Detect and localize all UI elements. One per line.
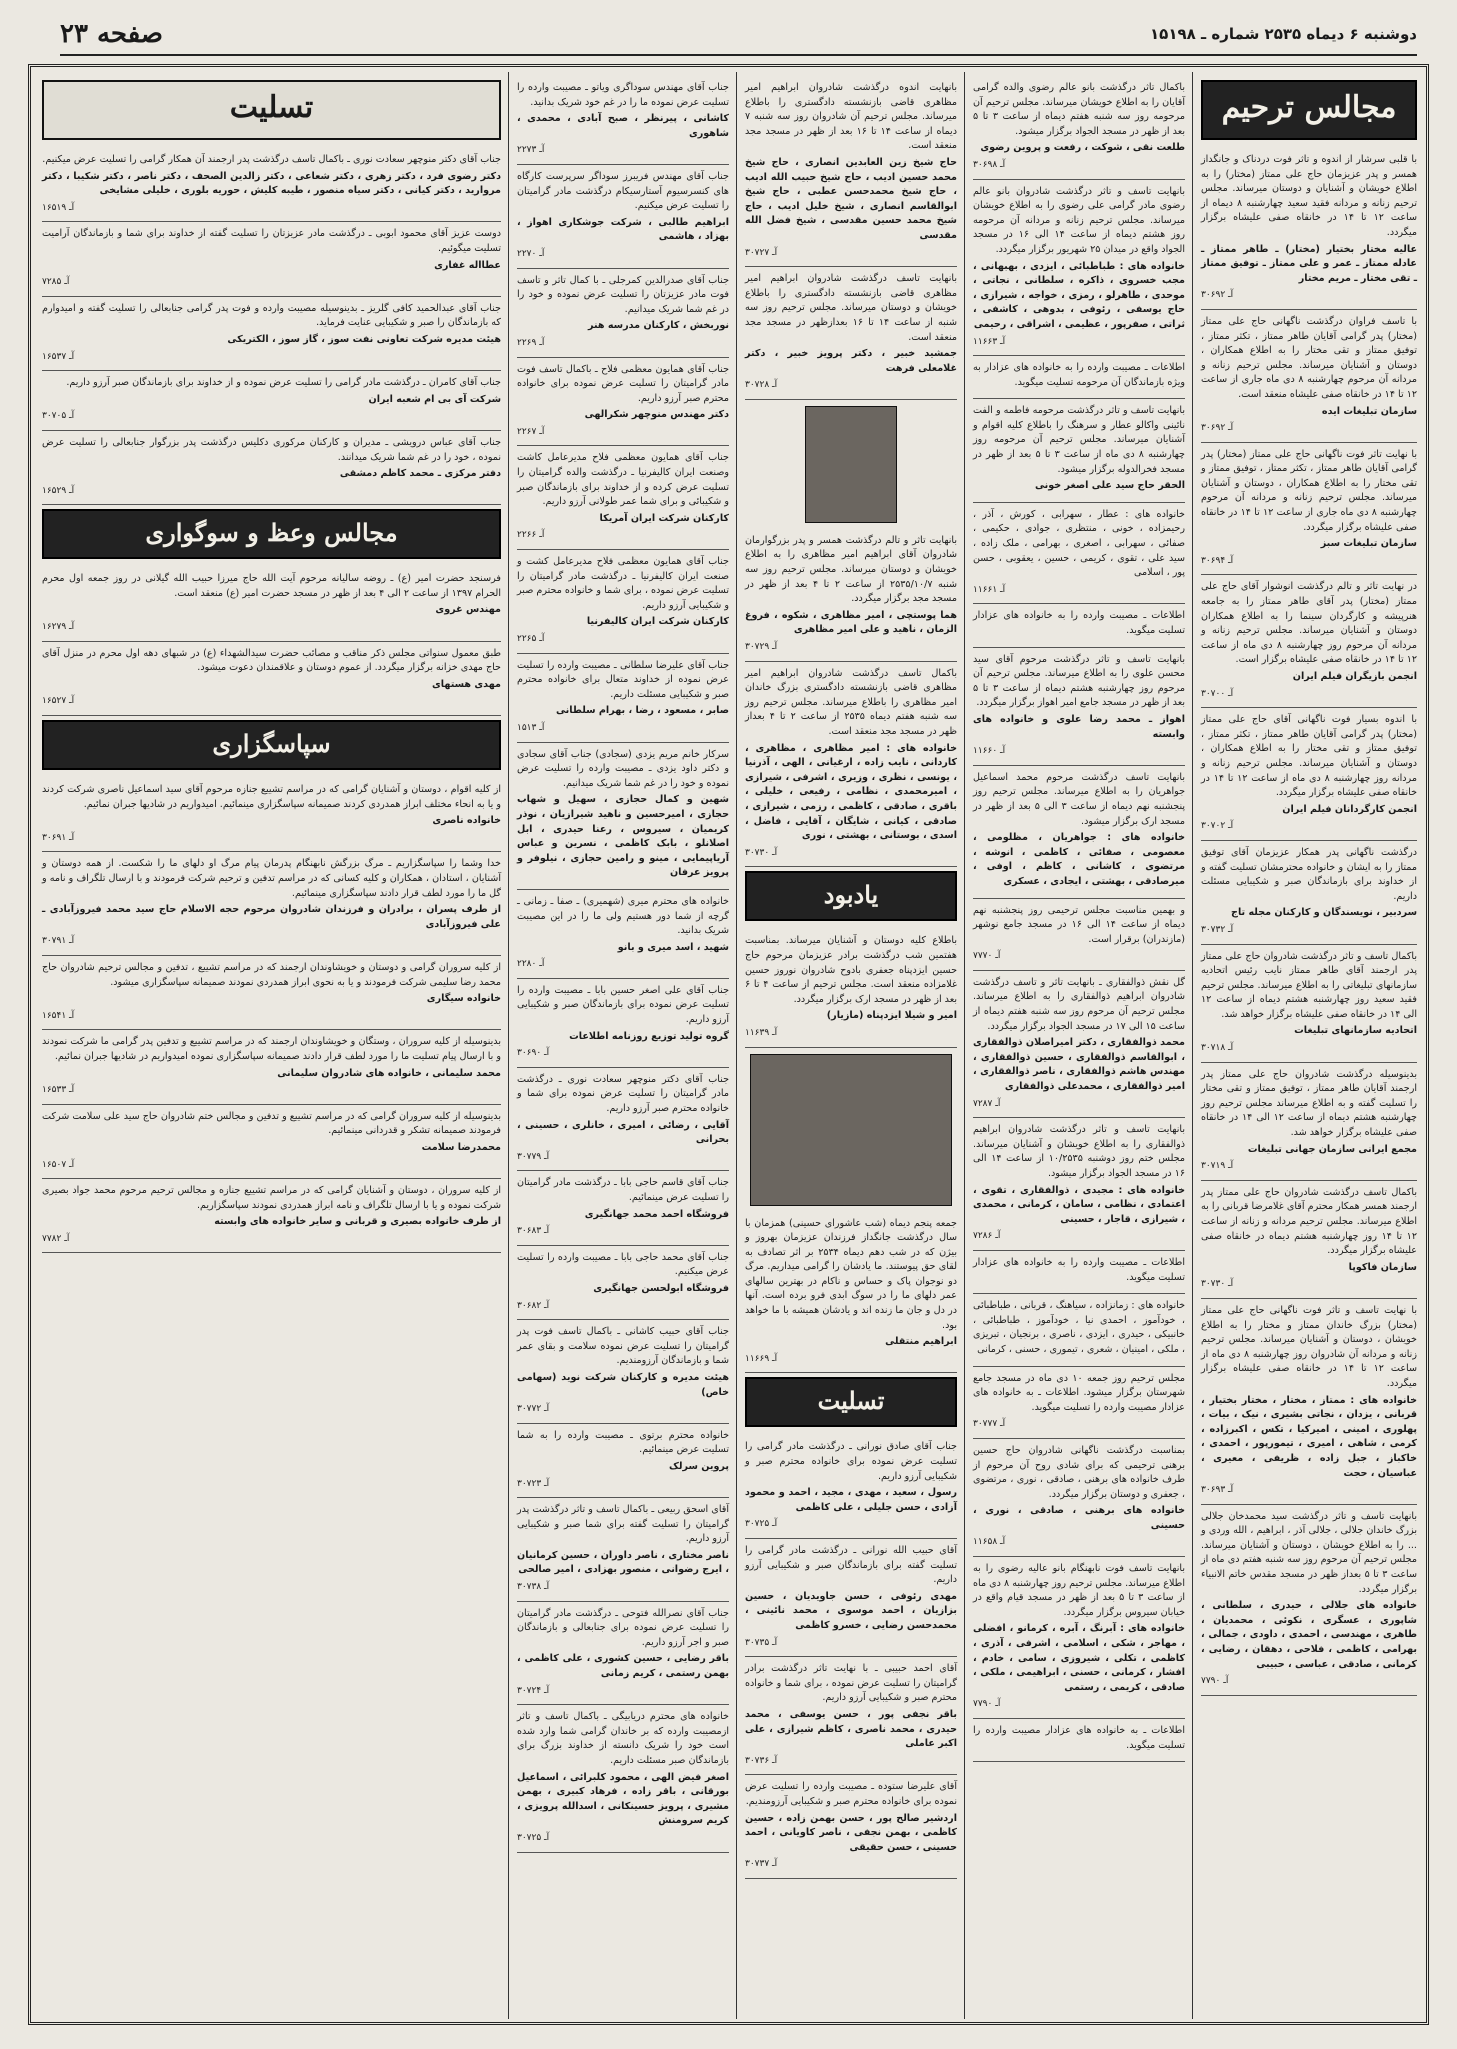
notice-item [517, 165, 729, 269]
notice-signature: کارکنان شرکت ایران آمریکا [599, 512, 729, 524]
notice-item [1201, 841, 1417, 945]
notice-text: جناب آقای عباس درویشی ـ مدیران و کارکنان مرکوری دکلیس درگذشت پدر بزرگوار جنابعالی را تسلیت عرض نموده ، خود را در غم شما شریک میدانند. [42, 436, 501, 463]
notice-text: خانواده های محترم دریابیگی ـ باکمال تاسف و تاثر ازمصیبت وارده که بر خاندان گرامی شما وارد شده است خود را شریک دانسته از خداوند بزرگ برای بازماندگان صبر مسئلت داریم. [517, 1711, 729, 1766]
notice-code: آـ ۳۰۷۷۷ [973, 1419, 1006, 1430]
notice-code: آـ ۱۱۶۵۸ [973, 1537, 1006, 1548]
notice-item [517, 1246, 729, 1320]
notice-signature: پروین سرلک [669, 1460, 729, 1472]
notice-item [517, 1320, 729, 1424]
notice-code: آـ ۳۰۷۱۹ [1201, 1161, 1234, 1172]
notice-signature: دکتر مهندس منوچهر شکرالهی [584, 409, 729, 421]
notice-code: آـ ۳۰۷۰۵ [42, 411, 75, 422]
notice-item [1201, 443, 1417, 576]
notice-signature: دکتر رضوی فرد ، دکتر زهری ، دکتر شعاعی ، دکتر زالدین الصحف ، دکتر ناصر ، دکتر شکیبا ، دکتر مرواريد ، دکتر کیانی ، دکتر سیاه منصور ، طیبه کلیش ، حوریه بلوری ، خلیلی مشایخی [42, 170, 501, 197]
notice-code: آـ ۳۰۷۲۴ [517, 1685, 550, 1696]
notice-code: آـ ۲۲۶۵ [517, 634, 545, 644]
notice-text: بانهایت تاسف و تاثر درگذشت مرحوم آقای سید محسن علوی را به اطلاع میرساند. مجلس ترحیم آن مرحوم روز چهارشنبه هشتم دیماه از ساعت ۳ تا ۵ بعد از ظهر در مسجد جامع امیر اهواز برگزار میگردد. [973, 653, 1185, 709]
notice-signature: خانواده های برهنی ، صادقی ، نوری ، حسینی [973, 1505, 1185, 1531]
notice-code: آـ ۳۰۷۳۰ [745, 847, 778, 858]
notice-text: اطلاعات ـ مصیبت وارده را به خانواده های عزادار تسلیت میگوید. [973, 1256, 1185, 1283]
notice-code: آـ ۳۰۷۳۰ [1201, 1279, 1234, 1290]
notice-text: خانواده های محترم میری (شهمیری) ـ صفا ـ زمانی ـ گرچه از شما دور هستیم ولی ما را در این مصیبت شریک بدانید. [517, 895, 729, 937]
notice-code: آـ ۱۶۵۲۷ [42, 696, 75, 707]
notice-text: باکمال تاسف و تاثر درگذشت شادروان حاج علی ممتاز پدر ارجمند آقای طاهر ممتاز نایب رئیس اتحادیه سازمانهای تبلیغاتی را به اطلاع میرساند. مجلس ترحیم فقید سعید روز چهارشنبه هشتم دیماه از ساعت ۱۲ الی ۱۴ در خانقاه صفی علیشاه برگزار خواهد شد. [1201, 950, 1417, 1020]
notice-code: آـ ۳۰۷۲۹ [745, 642, 778, 653]
notice-text: جناب آقای علیرضا سلطانی ـ مصیبت وارده را تسلیت عرض نموده از خداوند متعال برای خانواده محترم صبر و شکیبایی مسئلت داریم. [517, 659, 729, 700]
notice-item [973, 1557, 1185, 1719]
page-number: صفحه ۲۳ [60, 19, 163, 49]
column-2 [967, 72, 1191, 2019]
notice-code: آـ ۱۶۲۷۹ [42, 622, 75, 633]
notice-item [973, 399, 1185, 503]
notice-item [1201, 1063, 1417, 1181]
notice-text: از کلیه سروران ، دوستان و آشنایان گرامی که در مراسم تشییع جنازه و مجالس ترحیم مرحوم محمد جواد بصیری شرکت نموده و یا با ارسال تلگراف و نامه ابراز همدردی نمودند سپاسگزاریم. [42, 1185, 501, 1211]
notice-code: آـ ۱۶۵۴۱ [42, 1010, 75, 1021]
notice-item [745, 1775, 957, 1879]
notice-item [42, 567, 501, 641]
notice-signature: جمشید خبیر ، دکتر پرویز خبیر ، دکتر غلامعلی فرهت [745, 348, 957, 374]
notice-item [517, 1705, 729, 1852]
notice-code: آـ ۳۰۷۲۸ [745, 380, 778, 391]
section-banner-taslit-2: تسلیت [745, 1377, 957, 1427]
notice-signature: نوربخش ، کارکنان مدرسه هنر [587, 320, 729, 332]
notice-signature: مهندس غروی [435, 604, 501, 616]
notice-item [745, 929, 957, 1047]
notice-signature: فروشگاه احمد محمد جهانگیری [584, 1208, 729, 1220]
notice-signature: حاج شیخ زین العابدین انصاری ، حاج شیخ محمد حسین ادیب ، حاج شیخ حبیب الله ادیب ، حاج شیخ محمدحسن عطبی ، حاج شیخ ابوالقاسم انصاری ، شیخ خلیل ادیب ، حاج شیخ محمد حسین مقدسی ، شیخ فضل الله مقدسی [745, 156, 957, 241]
notice-text: باکمال تاثر درگذشت بانو عالم رضوی والده گرامی آقایان را به اطلاع خویشان میرساند. مجلس ترحیم آن مرحومه روز سه شنبه هفتم دیماه از ساعت ۳ تا ۵ بعد از ظهر در مسجد الجواد برگزار میشود. [973, 82, 1185, 137]
notice-text: خانواده محترم برتوی ـ مصیبت وارده را به شما تسلیت عرض مینمائیم. [517, 1429, 729, 1456]
notice-signature: صابر ، مسعود ، رضا ، بهرام سلطانی [555, 705, 729, 717]
notice-item [973, 1118, 1185, 1251]
notice-item [973, 1251, 1185, 1294]
notice-signature: انجمن بازیگران فیلم ایران [1292, 671, 1417, 682]
notice-item [973, 503, 1185, 605]
notice-code: آـ ۳۰۷۹۱ [42, 936, 75, 947]
notice-signature: سازمان تبلیغات ایده [1321, 405, 1417, 417]
notice-signature: اهواز ـ محمد رضا علوی و خانواده های وابسته [973, 713, 1185, 740]
notice-text: بانهایت تاسف و تاثر درگذشت شادروان بانو عالم رضوی مادر گرامی علی رضوی را به اطلاع خویشان میرساند. مجلس ترحیم زنانه و مردانه آن مرحومه روز هشتم دیماه از ساعت ۱۴ الی ۱۶ در مسجد الجواد واقع در میدان ۲۵ شهریور برگزار میگردد. [973, 185, 1186, 255]
notice-text: باکمال تاسف درگذشت شادروان ابراهیم امیر مظاهری قاضی بازنشسته دادگستری بزرگ خاندان امیر مظاهری را باطلاع میرساند. مجلس ترحیم روز سه شنبه هفتم دیماه ۲۵۳۵ از ساعت ۲ تا ۴ بعداز ظهر در مسجد مجد منعقد است. [745, 667, 957, 737]
notice-text: جناب آقای مهندس سوداگری ویاتو ـ مصیبت وارده را تسلیت عرض نموده ما را در غم خود شریک بدانید. [517, 82, 729, 108]
column-3 [739, 72, 963, 2019]
notice-text: بدینوسیله از کلیه سروران ، وستگان و خویشاوندان ارجمند که در مراسم تشییع و تدفین پدر گرامی ما شرکت نمودند و با ارسال پیام تسلیت ما را مورد لطف قرار دادند صمیمانه سپاسگزاری نموده امیدواریم در شادیها جبران نمائیم. [42, 1036, 501, 1062]
notice-text: اطلاعات ـ مصیبت وارده را به خانواده های عزادار تسلیت میگوید. [973, 610, 1185, 636]
notice-text: جناب آقای صادق نورانی ـ درگذشت مادر گرامی را تسلیت عرض نموده برای خانواده محترم صبر و شکیبایی آرزو داریم. [745, 1441, 957, 1482]
notice-text: بدینوسیله درگذشت شادروان حاج علی ممتاز پدر ارجمند آقایان طاهر ممتاز ، توفیق ممتاز و تقی مختار را تسلیت گفته و به اطلاع میرساند مجلس ترحیم روز چهارشنبه هشتم دیماه از ساعت ۱۲ الی ۱۴ در خانقاه صفی علیشاه برگزار خواهد شد. [1201, 1068, 1417, 1139]
notice-code: آـ ۷۷۹۰ [973, 1699, 1001, 1710]
notice-code: آـ ۳۰۷۲۷ [745, 247, 778, 258]
notice-signature: اتحادیه سازمانهای تبلیغات [1294, 1025, 1417, 1037]
notice-text: مجلس ترحیم روز جمعه ۱۰ دی ماه در مسجد جامع شهرستان برگزار میشود. اطلاعات ـ به خانواده های عزادار مصیبت وارده را تسلیت میگوید. [973, 1372, 1185, 1413]
issue-line: دوشنبه ۶ دیماه ۲۵۳۵ شماره ـ ۱۵۱۹۸ [1150, 25, 1417, 43]
notice-signature: شهین و کمال حجازی ، سهیل و شهاب حجازی ، امیرحسین و ناهید شیرازیان ، نوذر کریمیان ، سیروس ، رعنا حیدری ، ابل اصلانلو ، بابک کاظمی ، نسرین و عباس آریاپیمایی ، مینو و رامین حجازی ، نیلوفر و پرویز عرفان [517, 794, 729, 879]
notice-item [973, 648, 1185, 766]
notice-text: با نهایت تاثر فوت ناگهانی حاج علی ممتاز (مختار) پدر گرامی آقایان طاهر ممتاز ، تکثر ممتاز ، توفیق ممتاز و تقی مختار را به اطلاع همکاران ، دوستان و آشنایان میرساند. مجلس ترحیم زنانه و مردانه آن مرحوم چهارشنبه ۸ دی ماه جاری از ساعت ۱۲ تا ۱۴ در خانقاه صفی علیشاه برگزار میگردد. [1201, 448, 1417, 533]
column-4 [511, 72, 735, 2019]
notice-text: باکمال تاسف درگذشت شادروان حاج علی ممتاز پدر ارجمند همسر همکار محترم آقای غلامرضا قربانی را به اطلاع میرساند. مجلس ترحیم مردانه و زنانه از ساعت ۱۲ تا ۱۴ روز چهارشنبه هشتم دیماه در خانقاه صفی علیشاه برگزار میگردد. [1201, 1186, 1417, 1257]
notice-signature: عالیه مختار بختیار (مختار) ـ طاهر ممتاز ـ عادله ممتاز ـ عمر و علی ممتاز ـ توفیق ممتاز ـ تقی مختار ـ مریم مختار [1201, 243, 1417, 284]
notice-item [973, 899, 1185, 971]
notice-text: آقای اسحق ربیعی ـ باکمال تاسف و تاثر درگذشت پدر گرامیتان را تسلیت گفته برای شما صبر و شکیبایی آرزو داریم. [517, 1504, 729, 1545]
notice-signature: هیئت مدیره شرکت تعاونی نفت سوز ، گاز سوز ، الکتریکی [227, 333, 501, 345]
notice-item [1201, 148, 1417, 310]
notice-item [42, 642, 501, 716]
notice-text: جناب آقای نصرالله فتوحی ـ درگذشت مادر گرامیتان را تسلیت عرض نموده برای جنابعالی و بازماندگان صبر و اجر آرزو داریم. [517, 1607, 729, 1648]
section-banner-tarhim: مجالس ترحیم [1201, 80, 1417, 140]
notice-code: آـ ۳۰۶۹۸ [973, 159, 1006, 170]
notice-signature: باقر رضایی ، حسین کشوری ، علی کاظمی ، بهمن رستمی ، کریم زمانی [517, 1653, 729, 1680]
notice-item [1201, 1505, 1417, 1696]
notice-code: آـ ۷۷۸۲ [42, 1233, 70, 1244]
notice-text: بانهایت اندوه درگذشت شادروان ابراهیم امیر مظاهری قاضی بازنشسته دادگستری را باطلاع میرساند. مجلس ترحیم آن شادروان روز سه شنبه ۷ دیماه از ساعت ۱۴ تا ۱۶ بعد از ظهر در مسجد مجد منعقد است. [745, 82, 957, 152]
notice-code: آـ ۳۰۷۳۶ [745, 1755, 778, 1766]
notice-text: جناب آقای محمد حاجی بابا ـ مصیبت وارده را تسلیت عرض میکنیم. [517, 1251, 729, 1278]
notice-item [973, 1367, 1185, 1439]
notice-text: بانهایت تاسف و تاثر درگذشت مرحومه فاطمه و الفت نائینی واکالو عطار و سرهنگ را باطلاع کلیه اقوام و آشنایان میرساند. مجلس ترحیم آن مرحومه روز چهارشنبه ۸ دی ماه از ساعت ۳ تا ۵ بعد از ظهر در مسجد فخرالدوله برگزار میشود. [973, 405, 1185, 475]
notice-item [973, 356, 1185, 399]
notice-text: جناب آقای قاسم حاجی بابا ـ درگذشت مادر گرامیتان را تسلیت عرض مینمائیم. [517, 1177, 729, 1203]
notice-code: آـ ۱۶۵۳۷ [42, 351, 75, 362]
notice-code: آـ ۱۱۶۳۹ [745, 1027, 778, 1038]
notice-signature: هما پوستچی ، امیر مظاهری ، شکوه ، فروغ الزمان ، ناهید و علی امیر مظاهری [745, 609, 957, 636]
notice-item [517, 76, 729, 165]
notice-signature: سازمان تبلیغات سبز [1320, 538, 1417, 550]
notice-item [42, 778, 501, 852]
notice-text: فرسنجد حضرت امیر (ع) ـ روضه ساليانه مرحوم آیت الله حاج میرزا حبیب الله گیلانی در روز جمعه اول محرم الحرام ۱۳۹۷ از ساعت ۲ الی ۴ بعد از ظهر در مسجد حضرت امیر (ع) منعقد است. [42, 573, 501, 599]
notice-text: اطلاعات ـ مصیبت وارده را به خانواده های عزادار به ویژه بازماندگان آن مرحومه تسلیت میگوید. [973, 362, 1185, 388]
notice-text: گل نقش ذوالفقاری ـ بانهایت تاثر و تاسف درگذشت شادروان ابراهیم ذوالفقاری را به اطلاع میرساند. مجلس ترحیم آن مرحوم روز سه شنبه هفتم دیماه از ساعت ۱۵ الی ۱۷ در مسجد الجواد برگزار میگردد. [973, 976, 1185, 1032]
notice-item [517, 269, 729, 358]
notice-text: درگذشت ناگهانی پدر همکار عزیزمان آقای توفیق ممتاز را به ایشان و خانواده محترمشان تسلیت گفته و از خداوند برای بازماندگان صبر و شکیبایی مسئلت داریم. [1201, 846, 1417, 902]
notice-item [517, 979, 729, 1068]
notice-signature: خانواده های : امیر مظاهری ، مظاهری ، کاردانی ، نایب زاده ، ارغیانی ، الهی ، آذرنیا ، یونسی ، نظری ، وزیری ، اشرفی ، شیرازی ، امیرمحمدی ، نظامی ، رفیعی ، خلیلی ، باقری ، صادقی ، کاظمی ، رزمی ، شیرازی ، صادقی ، کیانی ، شایگان ، آقایی ، فاضل ، اسدی ، بوستانی ، بهشتی ، نوری [745, 742, 957, 842]
notice-text: از کلیه اقوام ، دوستان و آشنایان گرامی که در مراسم تشییع جنازه مرحوم آقای سید اسماعیل ناصری شرکت کردند و یا به انحاء مختلف ابراز همدردی کردند صمیمانه سپاسگزاری مینمائیم. امیدواریم در شادیها جبران نمائیم. [42, 784, 501, 810]
notice-text: جناب آقای حبیب کاشانی ـ باکمال تاسف فوت پدر گرامیتان را تسلیت عرض نموده سلامت و بقای عمر شما و بازماندگان آرزومندیم. [517, 1326, 729, 1367]
notice-code: آـ ۷۲۸۶ [973, 1231, 1001, 1242]
notice-text: بانهایت تاسف درگذشت شادروان ابراهیم امیر مظاهری قاضی بازنشسته دادگستری را باطلاع خویشان و دوستان میرساند. مجلس ترحیم روز سه شنبه از ساعت ۱۴ تا ۱۶ بعدازظهر در مسجد مجد منعقد است. [745, 273, 957, 343]
column-5 [36, 72, 507, 2019]
notice-text: از کلیه سروران گرامی و دوستان و خویشاوندان ارجمند که در مراسم تشییع ، تدفین و مجالس ترحیم شادروان حاج محمد رضا سلیمی شرکت فرمودند و یا به نحوی ابراز همدردی نمودند صمیمانه سپاسگزاری میشود. [42, 961, 501, 988]
twin-portrait-photo [750, 1054, 952, 1206]
notice-code: آـ ۷۷۹۰ [1201, 1676, 1229, 1687]
notice-text: جناب آقای عبدالحمید کافی گلریز ـ بدینوسیله مصیبت وارده و فوت پدر گرامی جنابعالی را تسلیت گفته و امیدوارم که بازماندگان را صبر و شکیبایی عنایت فرماید. [42, 302, 501, 329]
notice-text: بانهایت تاسف فوت نابهنگام بانو عالیه رضوی را به اطلاع میرساند. مجلس ترحیم روز چهارشنبه ۸ دی ماه از ساعت ۳ تا ۵ بعد از ظهر در مسجد قیام واقع در خیابان سیروس برگزار میگردد. [973, 1563, 1186, 1618]
notice-item [1201, 1181, 1417, 1299]
notice-item [745, 1212, 957, 1374]
notice-item [1201, 575, 1417, 708]
notice-signature: ابراهیم طالبی ، شرکت جوشکاری اهواز ، بهزاد ، هاشمی [517, 216, 729, 243]
notice-code: آـ ۳۰۷۷۲ [517, 1404, 550, 1415]
notice-signature: ابراهیم منتقلی [885, 1336, 957, 1348]
notice-code: آـ ۳۰۶۹۴ [1201, 555, 1234, 566]
notice-code: آـ ۲۲۸۰ [517, 959, 545, 970]
notice-code: آـ ۱۶۵۱۹ [42, 202, 75, 213]
notice-code: آـ ۳۰۷۳۷ [745, 1859, 778, 1870]
notice-text: جناب آقای همایون معظمی فلاح ـ باکمال تاسف فوت مادر گرامیتان را تسلیت عرض نموده برای خانواده محترم صبر آرزو داریم. [517, 363, 729, 404]
notice-text: و بهمین مناسبت مجلس ترحیمی روز پنجشنبه نهم دیماه از ساعت ۱۴ الی ۱۶ در مسجد جامع نوشهر (مازندران) برقرار است. [973, 904, 1186, 945]
notice-text: بمناسبت درگذشت ناگهانی شادروان حاج حسین برهنی ترحیمی که برای شادی روح آن مرحوم از طرف خانواده های برهنی ، صادقی ، نوری ، مرتضوی ، جعفری و دوستان برگزار میگردد. [973, 1444, 1185, 1500]
notice-signature: سردبیر ، نویسندگان و کارکنان مجله تاج [1231, 907, 1417, 919]
notice-signature: محمدرضا سلامت [421, 1141, 501, 1153]
notice-code: آـ ۱۱۶۶۰ [973, 746, 1006, 757]
notice-code: آـ ۲۲۶۹ [517, 337, 545, 348]
notice-code: آـ ۳۰۶۹۳ [1201, 1485, 1234, 1496]
notice-code: آـ ۱۶۵۳۳ [42, 1085, 75, 1096]
notice-text: جناب آقای همایون معظمی فلاح مدیرعامل کاشت وصنعت ایران کالیفرنیا ـ درگذشت والده گرامیتان را تسلیت عرض کرده و از خداوند برای بازماندگان صبر و شکیبائی و برای شما عمر طولانی آرزو داریم. [517, 452, 729, 508]
notice-signature: اردشیر صالح پور ، حسن بهمن زاده ، حسین کاظمی ، بهمن نجفی ، ناصر کاویانی ، احمد حسینی ، حسن حقیقی [745, 1812, 957, 1853]
notice-text: با قلبی سرشار از اندوه و تاثر فوت دردناک و جانگداز همسر و پدر عزیزمان حاج علی ممتاز (مختار) را به اطلاع خویشان و آشنایان و دوستان میرساند. مجلس ترحیم زنانه و مردانه فقید سعید چهارشنبه ۸ دیماه از ساعت ۱۲ تا ۱۴ در خانقاه صفی علیشاه برگزار میگردد. [1201, 154, 1418, 238]
notice-signature: خانواده ناصری [432, 815, 501, 827]
notice-signature: محمد سلیمانی ، خانواده های شادروان سلیمانی [277, 1067, 501, 1079]
notice-signature: عطااله غفاری [434, 259, 501, 271]
notice-signature: از طرف خانواده بصیری و قربانی و سایر خانواده های وابسته [214, 1216, 501, 1228]
notice-text: جناب آقای صدرالدین کمرجلی ـ با کمال تاثر و تاسف فوت مادر عزیزتان را تسلیت عرض نموده و خود را در غم شما شریک میدانیم. [517, 274, 729, 315]
notice-signature: شرکت آی بی ام شعبه ایران [368, 393, 501, 405]
notice-signature: ناصر مختاری ، ناصر داوران ، حسین کرمانیان ، ایرج رضوانی ، منصور بهزادی ، امیر صالحی [517, 1549, 729, 1576]
notice-text: با تاسف فراوان درگذشت ناگهانی حاج علی ممتاز (مختار) پدر گرامی آقایان طاهر ممتاز ، تکثر ممتاز ، توفیق ممتاز و تقی مختار را به اطلاع همکاران ، دوستان و آشنایان میرساند. مجلس ترحیم زنانه و مردانه آن مرحوم چهارشنبه ۸ دی ماه جاری از ساعت ۱۲ تا ۱۴ در خانقاه صفی علیشاه منعقد است. [1201, 315, 1417, 400]
notice-code: آـ ۳۰۷۲۳ [517, 1478, 550, 1489]
notice-signature: کاشانی ، پیرنظر ، صبح آبادی ، محمدی ، شاهوری [517, 113, 729, 139]
notice-signature: شهید ، اسد میری و بانو [617, 941, 729, 953]
notice-code: آـ ۳۰۶۹۰ [517, 1048, 550, 1059]
notice-item [517, 743, 729, 890]
notice-code: آـ ۷۲۸۷ [973, 1098, 1001, 1109]
notice-signature: مهدی رئوفی ، حسن جاویدیان ، حسین بزازیان ، احمد موسوی ، محمد نائینی ، محمدحسن رضایی ، خسرو کاظمی [745, 1590, 957, 1631]
notice-text: بدینوسیله از کلیه سروران گرامی که در مراسم تشییع و تدفین و مجالس ختم شادروان حاج سید علی سلامت شرکت فرمودند صمیمانه تشکر و قدردانی مینمائیم. [42, 1110, 501, 1137]
notice-text: بانهایت تاثر و تالم درگذشت همسر و پدر بزرگوارمان شادروان آقای ابراهیم امیر مظاهری را به اطلاع خویشان و دوستان میرساند. مجلس ترحیم روز سه شنبه ۲۵۳۵/۱۰/۷ از ساعت ۲ تا ۴ بعد از ظهر در مسجد مجد برگزار میگردد. [745, 534, 957, 605]
notice-text: با نهایت تاسف و تاثر فوت ناگهانی حاج علی ممتاز (مختار) بزرگ خاندان ممتاز و مختار را به اطلاع خویشان ، دوستان و آشنایان میرساند. مجلس ترحیم زنانه و مردانه آن شادروان روز چهارشنبه ۸ دی ماه از ساعت ۱۲ تا ۱۴ در خانقاه صفی علیشاه برگزار میگردد. [1201, 1304, 1418, 1389]
notice-item [517, 1602, 729, 1706]
notice-code: آـ ۳۰۷۲۵ [517, 1832, 550, 1843]
notice-code: آـ ۳۰۷۳۵ [745, 1637, 778, 1648]
notice-code: آـ ۳۰۶۹۲ [1201, 290, 1234, 301]
notice-item [517, 654, 729, 743]
notice-signature: طلعت نقی ، شوکت ، رفعت و پروین رضوی [980, 142, 1185, 154]
notice-code: آـ ۳۰۷۰۲ [1201, 821, 1234, 832]
notice-signature: خانواده های جلالی ، حیدری ، سلطانی ، شاپوری ، عسگری ، نکوئی ، محمدیان ، طاهری ، مهندسی ، احمدی ، داودی ، جمالی ، بهرامی ، کاظمی ، فلاحی ، دهقان ، رضایی ، کرمانی ، صادقی ، عباسی ، حبیبی [1201, 1600, 1417, 1670]
notice-signature: الحقر حاج سید علی اصغر خونی [1034, 480, 1185, 492]
notice-text: جناب آقای علی اصغر حسین بابا ـ مصیبت وارده را تسلیت عرض نموده برای بازماندگان صبر و شکیبایی آرزو داریم. [517, 984, 729, 1026]
notice-item [42, 1179, 501, 1253]
section-banner-sepas: سپاسگزاری [42, 720, 501, 770]
notice-code: آـ ۷۲۸۵ [42, 277, 70, 288]
notice-signature: سازمان فاکوپا [1348, 1261, 1417, 1273]
notice-item [517, 890, 729, 979]
notice-signature: انجمن کارگردانان فیلم ایران [1282, 803, 1417, 815]
notice-signature: آقایی ، رضائی ، امیری ، خانلری ، حسینی ، بحرانی [517, 1119, 729, 1146]
notice-text: اطلاعات ـ به خانواده های عزادار مصیبت وارده را تسلیت میگوید. [973, 1725, 1185, 1751]
notice-text: بانهایت تاسف و تاثر درگذشت سید محمدخان جلالی بزرگ خاندان جلالی ، جلالی آذر ، ابراهیم ، الله وردی و ... را به اطلاع خویشان ، دوستان و آشنایان میرساند. مجلس ترحیم آن مرحوم روز سه شنبه هفتم دی ماه از ساعت ۳ تا ۵ بعداز ظهر در مسجد مقدس خاتم الانبیاء برگزار میگردد. [1201, 1510, 1418, 1595]
notice-text: آقای حبیب الله نورانی ـ درگذشت مادر گرامی را تسلیت گفته برای بازماندگان صبر و شکیبایی آرزو داریم. [745, 1545, 957, 1586]
notice-signature: محمد ذوالفقاری ، دکتر امیراصلان ذوالفقاری ، ابوالقاسم ذوالفقاری ، حسین ذوالفقاری ، مهندس هاشم ذوالفقاری ، ناصر ذوالفقاری ، امیر ذوالفقاری ، محمدعلی ذوالفقاری [973, 1037, 1185, 1093]
notice-text: خانواده های : زمانزاده ، سیاهنگ ، قربانی ، طباطبائی ، خودآموز ، احمدی نیا ، خودآموز ، طباطبائی ، خانبیکی ، حیدری ، ایزدی ، ناصری ، برنجیان ، تبریزی ، ملکی ، امینیان ، شعری ، تیموری ، حسنی ، کرمانی [973, 1300, 1185, 1355]
notice-code: آـ ۳۰۷۳۲ [1201, 924, 1234, 935]
notice-signature: خانواده های : آبرنگ ، آبره ، کرمانو ، افضلی ، مهاجر ، شکی ، اسلامی ، اشرفی ، آذری ، کاظمی ، تکلی ، شیروزی ، سامی ، خادم ، افشار ، کرمانی ، حسنی ، ابراهیمی ، ملکی ، صادقی ، کریمی ، رستمی [973, 1623, 1185, 1693]
notice-item [745, 1657, 957, 1775]
notice-code: آـ ۳۰۷۷۹ [517, 1151, 550, 1162]
notice-signature: دفتر مرکزی ـ محمد کاظم دمشقی [339, 468, 501, 480]
notice-item [973, 604, 1185, 647]
notice-code: آـ ۷۷۷۰ [973, 951, 1001, 962]
notice-text: با اندوه بسیار فوت ناگهانی آقای حاج علی ممتاز (مختار) پدر گرامی آقایان طاهر ممتاز ، تکثر ممتاز ، توفیق ممتاز و تقی مختار را به اطلاع همکاران ، دوستان و آشنایان میرساند. مجلس ترحیم زنانه و مردانه روز چهارشنبه ۸ دی ماه از ساعت ۱۲ تا ۱۴ در خانقاه صفی علیشاه برگزار میگردد. [1201, 714, 1417, 799]
notice-text: جناب آقای کامران ـ درگذشت مادر گرامی را تسلیت عرض نموده و از خداوند برای بازماندگان صبر آرزو داریم. [66, 377, 501, 389]
notice-item [1201, 1299, 1417, 1505]
notice-item [745, 1435, 957, 1539]
notice-signature: کارکنان شرکت ایران کالیفرنیا [586, 616, 729, 628]
notice-code: آـ ۲۲۶۷ [517, 426, 545, 437]
notice-signature: فروشگاه ابولحسن جهانگیری [593, 1282, 729, 1294]
notice-item [42, 431, 501, 505]
notice-text: آقای علیرضا ستوده ـ مصیبت وارده را تسلیت عرض نموده برای خانواده محترم صبر و شکیبایی آرزومندیم. [745, 1781, 957, 1807]
notice-code: آـ ۳۰۷۰۰ [1201, 688, 1234, 699]
notice-text: باطلاع کلیه دوستان و آشنایان میرساند. بمناسبت هفتمین شب درگذشت برادر عزیزمان مرحوم حاج حسین ایزدپناه جعفری بادوح شادروان نوروز حسین غلامزاده منعقد است. مجلس ترحیم از ساعت ۴ تا ۶ بعد از ظهر در مسجد ارک برگزار میگردد. [745, 935, 957, 1005]
notice-item [42, 1105, 501, 1179]
notice-code: آـ ۳۰۶۹۱ [42, 832, 75, 843]
notice-item [42, 222, 501, 296]
notice-text: جناب آقای دکتر منوچهر سعادت نوری ـ باکمال تاسف درگذشت پدر ارجمند آن همکار گرامی را تسلیت عرض میکنیم. [42, 154, 501, 165]
notice-item [42, 148, 501, 222]
notice-signature: گروه تولید توزیع روزنامه اطلاعات [569, 1030, 729, 1042]
notice-item [1201, 945, 1417, 1063]
notice-code: آـ ۲۲۷۳ [517, 145, 545, 156]
notice-item [517, 1498, 729, 1602]
portrait-photo [805, 406, 897, 523]
notice-item [517, 1068, 729, 1172]
notice-item [517, 550, 729, 654]
notice-text: جناب آقای دکتر منوچهر سعادت نوری ـ درگذشت مادر گرامیتان را تسلیت عرض نموده برای شما و خانواده محترم صبر آرزو داریم. [517, 1073, 729, 1115]
notice-code: آـ ۱۶۵۲۹ [42, 485, 75, 496]
notice-item [42, 297, 501, 371]
notice-item [517, 1171, 729, 1245]
notice-code: آـ ۳۰۷۲۵ [745, 1519, 778, 1530]
notice-signature: خانواده های : طباطبائی ، ایزدی ، بهبهانی ، مجب خسروی ، ذاکره ، سلطانی ، نجاتی ، موحدی ، طاهرلو ، رمزی ، خواجه ، شیرازی ، حاج یوسفی ، رئوفی ، بدوهی ، کاشفی ، ثراتی ، صفرپور ، عظیمی ، اشراقی ، رحیمی [973, 260, 1185, 330]
notice-item [517, 1424, 729, 1498]
notice-code: آـ ۱۱۶۶۹ [745, 1353, 778, 1364]
notice-signature: اصغر فیض الهی ، محمود کلبرائی ، اسماعیل بورقانی ، باقر زاده ، فرهاد کبیری ، بهمن مشیری ، پرویز حسینکانی ، اسدالله پرویزی ، کریم سرومنش [517, 1771, 729, 1827]
notice-signature: خانواده های : ممتاز ، مختار ، مختار بختیار ، قربانی ، یزدان ، نجاتی بشیری ، نیک ، بیات ، پهلوری ، امینی ، امیرکیا ، تکس ، اکبرزاده ، کرمی ، شاهی ، امیری ، تیمورپور ، احمدی ، خاکباز ، جبل زاده ، ظریفی ، معیری ، عباسیان ، حجت [1201, 1394, 1417, 1479]
notice-text: جناب آقای مهندس فریبرز سوداگر سرپرست کارگاه های کنسرسیوم آستارسیکام درگذشت مادر گرامیتان را تسلیت عرض میکنیم. [517, 170, 729, 212]
notice-signature: مجمع ایرانی سازمان جهانی تبلیغات [1247, 1143, 1417, 1155]
notice-signature: رسول ، سعید ، مهدی ، مجید ، احمد و محمود آزادی ، حسن جلیلی ، علی کاظمی [745, 1487, 957, 1513]
notice-signature: خانواده سیگاری [426, 993, 501, 1005]
notice-code: آـ ۱۱۶۶۳ [973, 336, 1006, 347]
notice-code: آـ ۱۶۵۰۷ [42, 1159, 75, 1170]
notice-text: بانهایت تاسف و تاثر درگذشت شادروان ابراهیم ذوالفقاری را به اطلاع خویشان و آشنایان میرساند. مجلس ختم روز دوشنبه ۱۰/۲۵۳۵ از ساعت ۱۴ الی ۱۶ در مسجد الجواد برگزار میشود. [973, 1124, 1185, 1179]
notice-signature: باقر نجفی پور ، حسن یوسفی ، محمد حیدری ، محمد ناصری ، کاظم شیرازی ، علی اکبر عاملی [745, 1708, 957, 1750]
notice-signature: مهدی هستهای [431, 678, 501, 690]
notice-item [973, 971, 1185, 1118]
notice-item [973, 1439, 1185, 1557]
notice-text: خانواده های : عطار ، سهرابی ، کورش ، آذر ، رحیمزاده ، خونی ، منتظری ، جوادی ، حکیمی ، صفائی ، سهرابی ، اصغری ، بهرامی ، ملک زاده ، سید علی ، تقوی ، کریمی ، حسین ، یعقوبی ، حسن پور ، اسلامی [973, 508, 1185, 579]
notice-code: آـ ۱۵۱۳ [517, 722, 545, 733]
notice-signature: از طرف پسران ، برادران و فرزندان شادروان مرحوم حجه الاسلام حاج سید محمد فیروزآبادی ـ علی فیروزآبادی [42, 904, 501, 930]
notice-item [745, 76, 957, 267]
notice-code: آـ ۲۲۷۰ [517, 248, 545, 259]
notice-signature: خانواده های : جواهریان ، مظلومی ، معصومی ، صفائی ، کاظمی ، انوشه ، مرتضوی ، کاشانی ، کاظم ، اوفی ، میرصادقی ، بهشتی ، ایجادی ، عسکری [973, 832, 1185, 887]
notice-text: بانهایت تاسف درگذشت مرحوم محمد اسماعیل جواهریان را به اطلاع میرساند. مجلس ترحیم روز پنجشنبه نهم دیماه از ساعت ۳ الی ۵ بعد از ظهر در مسجد ارک برگزار میشود. [973, 771, 1186, 827]
notice-text: در نهایت تاثر و تالم درگذشت انوشوار آقای حاج علی ممتاز (مختار) پدر آقای طاهر ممتاز را به جامعه هنرپیشه و کارگردان سینما را به اطلاع همکاران دوستان و آشنایان میرساند. مجلس ترحیم زنانه و مردانه آن مرحوم روز چهارشنبه ۸ دی ماه از ساعت ۱۲ تا ۱۴ در خانقاه صفی علیشاه برگزار است. [1201, 581, 1417, 666]
notice-item [42, 956, 501, 1030]
notice-item [745, 529, 957, 662]
notice-item [517, 358, 729, 447]
page-header [60, 14, 1417, 56]
notice-text: خدا وشما را سپاسگزاریم ـ مرگ بزرگش نابهنگام پدرمان پیام مرگ او دلهای ما را شکست. از همه دوستان و آشنایان ، استادان ، همکاران و کلیه کسانی که در مراسم تدفین و ترحیم شرکت فرمودند و با ارسال تلگراف و نامه و گل ما را مورد لطف قرار دادند سپاسگزاری مینمائیم. [42, 858, 501, 899]
notice-item [973, 766, 1185, 899]
notice-item [745, 1539, 957, 1657]
notice-item [42, 852, 501, 956]
notice-item [517, 446, 729, 550]
notice-code: آـ ۳۰۷۳۸ [517, 1582, 550, 1593]
section-banner-taslit: تسلیت [42, 80, 501, 140]
notice-signature: امیر و شیلا ایزدپناه (مازیار) [826, 1010, 957, 1022]
notice-code: آـ ۱۱۶۶۱ [973, 584, 1006, 595]
notice-item [973, 180, 1185, 357]
notice-code: آـ ۳۰۷۱۸ [1201, 1043, 1234, 1054]
notice-item [745, 267, 957, 400]
notice-text: جمعه پنجم دیماه (شب عاشورای حسینی) همزمان با سال درگذشت جانگداز فرزندان عزیزمان بهروز و بیژن که در شب دهم دیماه ۲۵۳۴ بر اثر تصادف به لقای حق پیوستند. ما یادشان را گرامی میداریم. مرگ دو نوجوان پاک و حساس و ناکام در بهترین سالهای عمر دلهای ما را در سوگ ابدی فرو برده است. آنها در دل و جان ما زنده اند و یادشان همیشه با ما خواهد بود. [745, 1217, 957, 1331]
notice-item [1201, 310, 1417, 443]
notice-signature: هیئت مدیره و کارکنان شرکت نوید (سهامی خاص) [517, 1371, 729, 1398]
notice-code: آـ ۳۰۶۹۲ [1201, 423, 1234, 434]
notice-item [745, 662, 957, 868]
notice-item [42, 371, 501, 431]
notice-text: جناب آقای همایون معظمی فلاح مدیرعامل کشت و صنعت ایران کالیفرنیا ـ درگذشت مادر گرامیتان را تسلیت عرض نموده ، برای شما و خانواده محترم صبر و شکیبایی آرزو داریم. [517, 556, 729, 611]
notice-code: آـ ۳۰۶۸۳ [517, 1226, 550, 1237]
notice-code: آـ ۳۰۶۸۲ [517, 1300, 550, 1311]
notice-text: سرکار خانم مریم یزدی (سجادی) جناب آقای سجادی و دکتر داود یزدی ـ مصیبت وارده را تسلیت عرض نموده و خود را در غم شما شریک میدانیم. [517, 748, 729, 789]
section-banner-yadbood: یادبود [745, 871, 957, 921]
notice-text: دوست عزیز آقای محمود ابوبی ـ درگذشت مادر عزیزتان را تسلیت گفته از خداوند برای شما و بازماندگان آرامیت تسلیت میگوئیم. [42, 228, 501, 254]
notice-item [973, 1719, 1185, 1762]
column-1 [1195, 72, 1423, 2019]
notice-item [42, 1030, 501, 1104]
notice-text: آقای احمد حبیبی ـ با نهایت تاثر درگذشت برادر گرامیتان را تسلیت عرض نموده ، برای شما و خانواده محترم صبر و شکیبایی آرزو داریم. [745, 1663, 957, 1704]
notice-text: طبق معمول سنواتی مجلس ذکر مناقب و مصائب حضرت سیدالشهداء (ع) در شبهای دهه اول محرم در منزل آقای حاج مهدی خزانه برگزار میگردد. از عموم دوستان و علاقمندان دعوت میشود. [42, 647, 501, 674]
notice-item [1201, 708, 1417, 841]
notice-item [973, 76, 1185, 180]
notice-code: آـ ۲۲۶۶ [517, 530, 545, 541]
notice-item [973, 1294, 1185, 1366]
section-banner-vaaz: مجالس وعظ و سوگواری [42, 509, 501, 559]
notice-signature: خانواده های : مجیدی ، ذوالفقاری ، تقوی ، اعتمادی ، نظامی ، سامان ، کرمانی ، محمدی ، شیرازی ، قاجار ، حسینی [973, 1184, 1185, 1225]
